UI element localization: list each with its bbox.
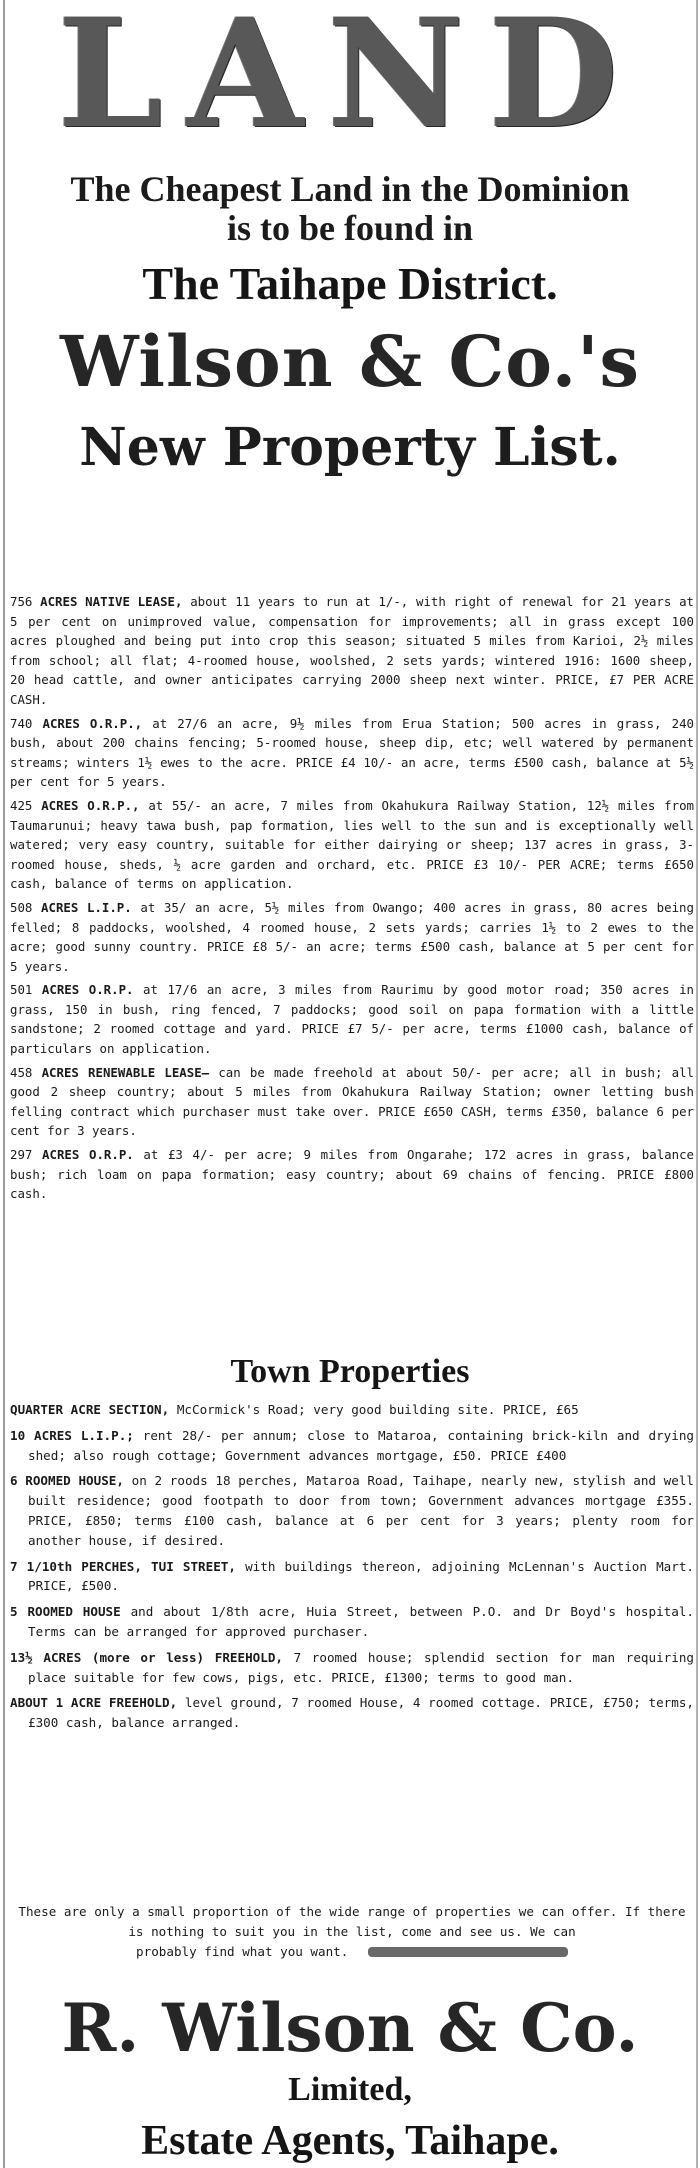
listing-heading: ACRES NATIVE LEASE, [40,594,183,609]
firm-heading: Wilson & Co.'s [60,320,640,403]
property-heading: ABOUT 1 ACRE FREEHOLD, [10,1695,178,1711]
town-property-item [10,1602,694,1642]
listing-acreage: 297 [10,1147,33,1163]
listing-body: can be made freehold at about 50/- per acre; all in bush; all good 2 sheep country; about 5 miles from Okahukura Railway Station; owner letting bush felling contract which purchaser must take over. PRICE £650 CASH, terms £350, balance 6 per cent for 3 years. [10,1064,694,1139]
property-heading: 13½ ACRES (more or less) FREEHOLD, [10,1649,283,1665]
listing-acreage: 501 [10,982,33,998]
signoff-agents: Estate Agents, Taihape. [141,2118,559,2164]
listing-body: at 17/6 an acre, 3 miles from Raurimu by good motor road; 350 acres in grass, 150 in bush, ring fenced, 7 paddocks; good soil on papa formation with a little sandstone; 2 roomed cottage and yard. PRICE £7 5/- per acre, terms £1000 cash, balance of particulars on application. [10,982,695,1057]
listing-item [10,1145,694,1204]
listing-acreage: 425 [10,797,33,813]
property-body: on 2 roods 18 perches, Mataroa Road, Taihape, nearly new, stylish and well built residence; good footpath to door from town; Government advances mortgage £355. PRICE, £850; terms £100 cash, balance at 6 per cent for 3 years; plenty room for another house, if desired. [28,1473,695,1548]
listing-heading: ACRES RENEWABLE LEASE— [41,1064,210,1080]
listing-acreage: 458 [10,1064,33,1080]
property-heading: 5 ROOMED HOUSE [10,1604,121,1620]
property-body: level ground, 7 roomed House, 4 roomed cottage. PRICE, £750; terms, £300 cash, balance arranged. [28,1695,694,1731]
masthead-title: LAND [57,0,643,162]
listing-acreage: 756 [10,594,33,609]
listing-item [10,898,694,976]
listing-heading: ACRES L.I.P. [41,899,132,915]
property-body: with buildings thereon, adjoining McLennan's Auction Mart. PRICE, £500. [28,1558,694,1594]
property-body: and about 1/8th acre, Huia Street, between P.O. and Dr Boyd's hospital. Terms can be arranged for approved purchaser. [28,1604,695,1639]
property-body: rent 28/- per annum; close to Mataroa, containing brick-kiln and drying shed; also rough cottage; Government advances mortgage, £50. PRICE £400 [28,1427,694,1463]
property-heading: QUARTER ACRE SECTION, [10,1402,170,1417]
town-property-item [10,1400,694,1420]
list-title: New Property List. [79,417,621,478]
tagline-line-1: The Cheapest Land in the Dominion [70,169,630,209]
town-property-item [10,1471,694,1550]
closing-note [10,1902,694,1961]
rural-listings [10,592,694,1208]
listing-acreage: 508 [10,899,33,915]
listing-body: about 11 years to run at 1/-, with right of renewal for 21 years at 5 per cent on unimproved value, compensation for improvements; all in grass except 100 acres ploughed and being put into crop this season; situated 5 miles from Karioi, 2½ miles from school; all flat; 4-roomed house, woolshed, 2 sets yards; wintered 1916: 1600 sheep, 20 head cattle, and owner anticipates carrying 2000 sheep next winter. PRICE, £7 PER ACRE CASH. [10,594,694,707]
listing-item [10,796,694,894]
town-property-item [10,1426,694,1466]
closing-line-2: probably find what you want. [136,1943,349,1959]
closing-line-2-wrap [10,1942,694,1962]
property-body: 7 roomed house; splendid section for man requiring place suitable for few cows, pigs, etc. PRICE, £1300; terms to good man. [28,1649,694,1685]
signoff-limited: Limited, [288,2071,412,2108]
listing-heading: ACRES O.R.P., [41,797,140,813]
property-body: McCormick's Road; very good building site. PRICE, £65 [176,1402,579,1417]
property-heading: 10 ACRES L.I.P.; [10,1427,134,1443]
listing-heading: ACRES O.R.P., [42,715,143,731]
signoff-firm: R. Wilson & Co. [61,1989,639,2067]
town-property-item [10,1557,694,1597]
listing-item [10,980,694,1058]
listing-body: at 35/ an acre, 5½ miles from Owango; 400 acres in grass, 80 acres being felled; 8 paddocks, woolshed, 4 roomed house, 2 sets yards; carries 1½ to 2 ewes to the acre; good sunny country. PRICE £8 5/- an acre; terms £500 cash, balance at 5 per cent for 5 years. [10,899,694,974]
closing-line-1: These are only a small proportion of the wide range of properties we can offer. If there is nothing to suit you in the list, come and see us. We can [18,1904,686,1939]
listing-acreage: 740 [10,715,33,731]
listing-body: at 55/- an acre, 7 miles from Okahukura Railway Station, 12½ miles from Taumarunui; heavy tawa bush, pap formation, lies well to the sun and is exceptionally well watered; very easy country, suitable for either dairying or sheep; 137 acres in grass, 3- roomed house, sheds, ½ acre garden and orchard, etc. PRICE £3 10/- PER ACRE; terms £650 cash, balance of terms on application. [10,797,694,892]
listing-item [10,714,694,792]
listing-item [10,1063,694,1141]
town-property-item [10,1693,694,1733]
tagline-line-2: is to be found in [226,208,474,248]
listing-body: at £3 4/- per acre; 9 miles from Ongarahe; 172 acres in grass, balance bush; rich loam on papa formation; easy country; about 69 chains of fencing. PRICE £800 cash. [10,1147,694,1202]
listing-heading: ACRES O.R.P. [41,982,134,998]
property-heading: 6 ROOMED HOUSE, [10,1473,124,1489]
listing-item [10,592,694,710]
district-heading: The Taihape District. [142,258,558,309]
town-listings [10,1400,694,1739]
town-properties-heading: Town Properties [230,1353,470,1390]
listing-heading: ACRES O.R.P. [42,1147,134,1163]
ink-smudge [368,1947,568,1957]
listing-body: at 27/6 an acre, 9½ miles from Erua Station; 500 acres in grass, 240 bush, about 200 chains fencing; 5-roomed house, sheep dip, etc; well watered by permanent streams; winters 1½ ewes to the acre. PRICE £4 10/- an acre, terms £500 cash, balance at 5½ per cent for 5 years. [10,715,695,790]
property-heading: 7 1/10th PERCHES, TUI STREET, [10,1558,236,1574]
town-property-item [10,1648,694,1688]
